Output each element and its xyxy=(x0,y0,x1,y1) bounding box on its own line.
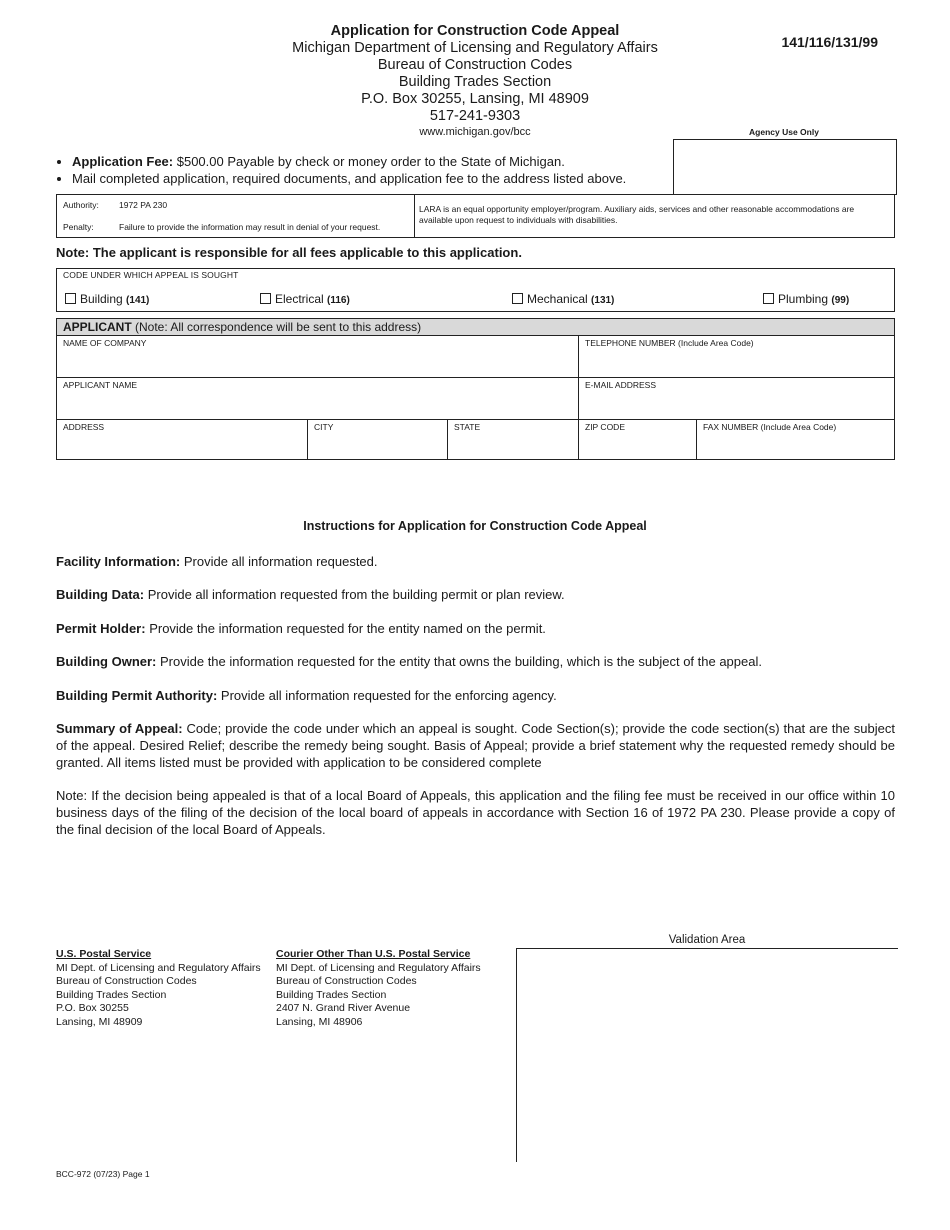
field-applicant-name-label: APPLICANT NAME xyxy=(63,380,138,390)
courier-address xyxy=(276,948,481,1029)
header-line-department: Michigan Department of Licensing and Regulatory Affairs xyxy=(292,40,658,56)
instr-permit-authority xyxy=(56,687,895,704)
checkbox-electrical-label: Electrical xyxy=(275,292,324,306)
applicant-heading-bold: APPLICANT xyxy=(63,320,132,334)
instr-building-data-text: Provide all information requested from the building permit or plan review. xyxy=(144,587,565,602)
field-phone[interactable] xyxy=(579,336,894,378)
agency-use-label: Agency Use Only xyxy=(749,127,819,137)
field-email-label: E-MAIL ADDRESS xyxy=(585,380,657,390)
address-line: 2407 N. Grand River Avenue xyxy=(276,1002,411,1014)
address-line: Building Trades Section xyxy=(276,988,387,1001)
checkbox-plumbing[interactable] xyxy=(763,292,849,306)
address-line: Lansing, MI 48909 xyxy=(56,1015,143,1028)
checkbox-icon[interactable] xyxy=(65,293,76,304)
header-line-bureau: Bureau of Construction Codes xyxy=(377,57,573,73)
checkbox-electrical-num: (116) xyxy=(327,295,350,306)
instr-summary-text: Code; provide the code under which an appeal is sought. Code Section(s); provide the code section(s) that are the subject of the appeal. Desired Relief; describe the remedy being sought. Basis of Appeal; provide a brief statement why the requested remedy should be granted. All items listed must be provided with application to be considered complete xyxy=(56,721,896,770)
field-state-label: STATE xyxy=(454,422,481,432)
instr-permit-holder xyxy=(56,620,895,637)
validation-area-border xyxy=(516,948,517,1162)
fees-note: Note: The applicant is responsible for all fees applicable to this application. xyxy=(56,245,522,260)
checkbox-plumbing-num: (99) xyxy=(831,295,850,306)
instr-building-owner-label: Building Owner: xyxy=(56,654,157,669)
validation-area-border xyxy=(517,948,898,949)
code-label: CODE UNDER WHICH APPEAL IS SOUGHT xyxy=(63,270,239,280)
field-fax[interactable] xyxy=(697,420,894,459)
field-fax-label: FAX NUMBER (Include Area Code) xyxy=(703,422,837,432)
field-city[interactable] xyxy=(308,420,448,459)
fee-text: $500.00 Payable by check or money order to the State of Michigan. xyxy=(173,154,565,169)
checkbox-plumbing-label: Plumbing xyxy=(778,292,829,306)
authority-box xyxy=(56,194,895,238)
checkbox-building-label: Building xyxy=(80,292,123,306)
instr-permit-holder-label: Permit Holder: xyxy=(56,621,146,636)
applicant-heading-note: (Note: All correspondence will be sent to this address) xyxy=(131,320,422,334)
instr-final-note: Note: If the decision being appealed is that of a local Board of Appeals, this application and the filing fee must be received in our office within 10 business days of the filing of the decision of the local board of appeals in accordance with Section 16 of 1972 PA 230. Please provide a copy of the final decision of the local Board of Appeals. xyxy=(56,788,895,837)
address-line: MI Dept. of Licensing and Regulatory Affairs xyxy=(56,961,261,974)
divider xyxy=(578,336,579,459)
field-zip[interactable] xyxy=(579,420,697,459)
field-address[interactable] xyxy=(57,420,308,459)
field-applicant-name[interactable] xyxy=(57,378,579,420)
header-website: www.michigan.gov/bcc xyxy=(419,126,531,138)
fee-bullet xyxy=(72,153,692,170)
usps-heading: U.S. Postal Service xyxy=(56,948,152,960)
penalty-label: Penalty: xyxy=(63,222,94,232)
checkbox-mechanical[interactable] xyxy=(512,292,614,306)
field-state[interactable] xyxy=(448,420,579,459)
authority-penalty xyxy=(57,195,415,237)
address-line: P.O. Box 30255 xyxy=(56,1002,129,1014)
penalty-value: Failure to provide the information may result in denial of your request. xyxy=(119,222,381,232)
divider xyxy=(696,420,697,459)
instr-building-data-label: Building Data: xyxy=(56,587,145,602)
mail-bullet: • Mail completed application, required documents, and application fee to the address listed above. xyxy=(72,170,692,187)
form-number: 141/116/131/99 xyxy=(781,34,878,50)
instr-facility xyxy=(56,553,895,570)
checkbox-icon[interactable] xyxy=(763,293,774,304)
form-header xyxy=(230,22,720,139)
field-company[interactable] xyxy=(57,336,579,378)
instr-permit-holder-text: Provide the information requested for the entity named on the permit. xyxy=(145,621,546,636)
header-line-phone: 517-241-9303 xyxy=(429,108,521,124)
divider xyxy=(447,420,448,459)
lara-statement: LARA is an equal opportunity employer/program. Auxiliary aids, services and other reasonable accommodations are available upon request to individuals with disabilities. xyxy=(419,204,855,225)
field-address-label: ADDRESS xyxy=(63,422,105,432)
checkbox-icon[interactable] xyxy=(512,293,523,304)
checkbox-building[interactable] xyxy=(65,292,149,306)
instr-building-data xyxy=(56,586,895,603)
courier-heading: Courier Other Than U.S. Postal Service xyxy=(276,948,471,960)
form-footer: BCC-972 (07/23) Page 1 xyxy=(56,1169,150,1179)
fee-label: Application Fee: xyxy=(72,154,174,169)
address-line: Bureau of Construction Codes xyxy=(56,975,197,987)
divider xyxy=(307,420,308,459)
authority-label: Authority: xyxy=(63,200,99,210)
address-line: Lansing, MI 48906 xyxy=(276,1015,363,1028)
instructions-title: Instructions for Application for Construction Code Appeal xyxy=(303,519,647,533)
field-zip-label: ZIP CODE xyxy=(585,422,625,432)
checkbox-building-num: (141) xyxy=(126,295,150,306)
instr-facility-label: Facility Information: xyxy=(56,554,181,569)
checkbox-icon[interactable] xyxy=(260,293,271,304)
instr-summary-label: Summary of Appeal: xyxy=(56,721,183,736)
authority-value: 1972 PA 230 xyxy=(119,200,168,210)
code-selection-box xyxy=(56,268,895,312)
address-line: MI Dept. of Licensing and Regulatory Affairs xyxy=(276,961,481,974)
usps-address xyxy=(56,948,261,1029)
form-title: Application for Construction Code Appeal xyxy=(330,23,620,39)
header-line-pobox: P.O. Box 30255, Lansing, MI 48909 xyxy=(361,91,589,107)
applicant-heading xyxy=(57,319,894,336)
instr-permit-authority-text: Provide all information requested for the enforcing agency. xyxy=(217,688,557,703)
checkbox-electrical[interactable] xyxy=(260,292,350,306)
header-line-section: Building Trades Section xyxy=(398,74,552,90)
field-email[interactable] xyxy=(579,378,894,420)
checkbox-mechanical-num: (131) xyxy=(591,295,615,306)
field-company-label: NAME OF COMPANY xyxy=(63,338,147,348)
instr-summary xyxy=(56,720,895,771)
field-city-label: CITY xyxy=(314,422,334,432)
instr-building-owner-text: Provide the information requested for the entity that owns the building, which is the subject of the appeal. xyxy=(156,654,762,669)
agency-use-box xyxy=(673,139,897,195)
address-line: Bureau of Construction Codes xyxy=(276,975,417,987)
address-line: Building Trades Section xyxy=(56,988,167,1001)
instr-permit-authority-label: Building Permit Authority: xyxy=(56,688,218,703)
checkbox-mechanical-label: Mechanical xyxy=(527,292,588,306)
fee-bullets xyxy=(56,153,692,187)
validation-area-label: Validation Area xyxy=(668,934,746,946)
instr-facility-text: Provide all information requested. xyxy=(180,554,378,569)
applicant-section xyxy=(56,318,895,460)
instr-building-owner xyxy=(56,653,895,670)
field-phone-label: TELEPHONE NUMBER (Include Area Code) xyxy=(585,338,754,348)
